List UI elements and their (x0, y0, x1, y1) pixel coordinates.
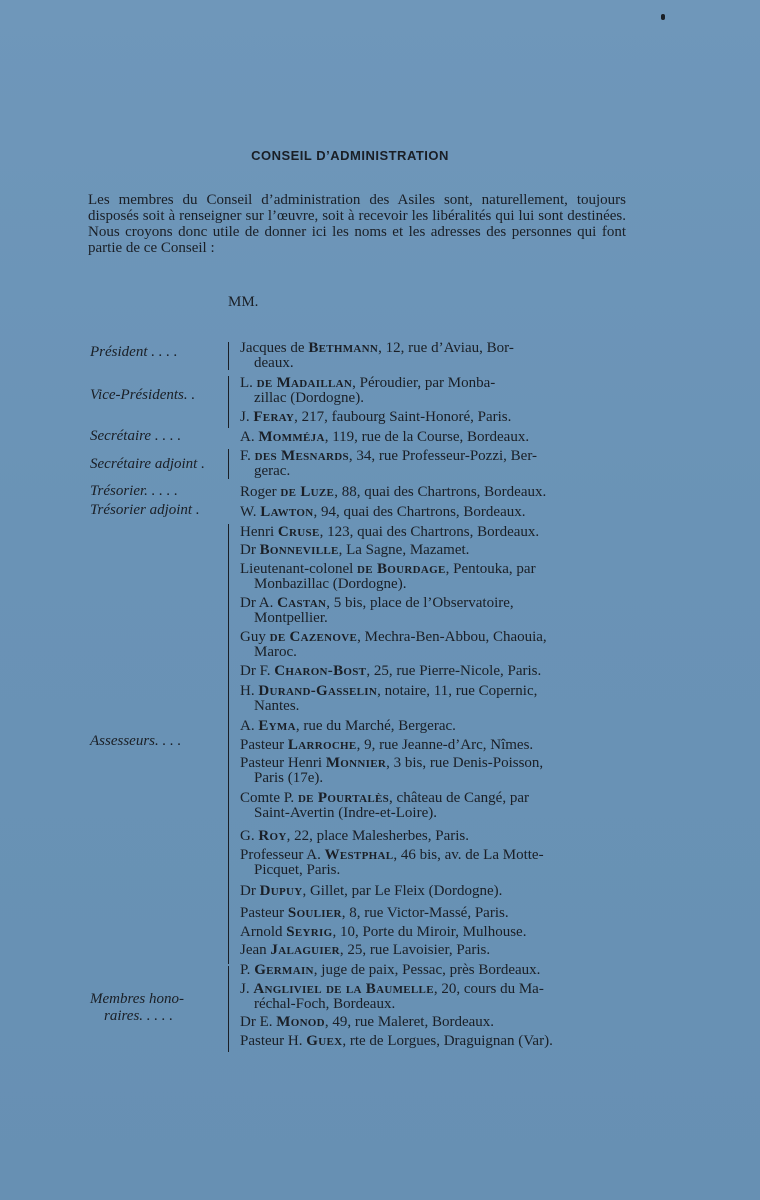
member-prefix: Jacques de (240, 340, 309, 356)
member-prefix: Dr (240, 542, 260, 558)
role-assesseurs: Assesseurs. . . . (90, 733, 182, 749)
member-prefix: G. (240, 828, 259, 844)
member-line (240, 924, 526, 940)
member-address-continued: zillac (Dordogne). (254, 390, 364, 406)
member-name: Durand-Gasselin (258, 683, 378, 699)
member-line (240, 883, 502, 899)
member-address-continued: Nantes. (254, 698, 300, 714)
member-line (240, 375, 495, 391)
brace-assesseurs (228, 524, 235, 964)
page-title: CONSEIL D’ADMINISTRATION (251, 148, 449, 163)
member-line (240, 524, 539, 540)
member-entry (240, 630, 547, 660)
member-name: de Bourdage (357, 561, 446, 577)
member-prefix: A. (240, 718, 259, 734)
member-prefix: Pasteur H. (240, 1033, 307, 1049)
member-entry (240, 756, 543, 786)
member-entry (240, 925, 526, 940)
member-address-continued: Paris (17e). (254, 770, 324, 786)
member-line (240, 504, 526, 520)
member-address-continued: Montpellier. (254, 610, 328, 626)
role-president: Président . . . . (90, 344, 178, 360)
member-prefix: Comte P. (240, 790, 298, 806)
role-secretaire-adjoint: Secrétaire adjoint . (90, 456, 205, 472)
member-name: Monod (276, 1014, 325, 1030)
member-address: , Pentouka, par (445, 561, 536, 577)
member-address-continued: Monbazillac (Dordogne). (254, 576, 407, 592)
member-entry (240, 376, 495, 406)
member-prefix: Pasteur (240, 905, 288, 921)
member-prefix: Dr F. (240, 663, 275, 679)
member-address: , 9, rue Jeanne-d’Arc, Nîmes. (356, 737, 534, 753)
member-entry (240, 719, 456, 734)
member-prefix: F. (240, 448, 255, 464)
member-entry (240, 884, 502, 899)
member-prefix: Dr E. (240, 1014, 277, 1030)
member-prefix: W. (240, 504, 261, 520)
member-address: , 3 bis, rue Denis-Poisson, (386, 755, 544, 771)
member-name: Westphal (324, 847, 394, 863)
member-name: de Madaillan (256, 375, 353, 391)
member-address: , 12, rue d’Aviau, Bor- (378, 340, 514, 356)
member-name: Momméja (258, 429, 325, 445)
member-address: , 123, quai des Chartrons, Bordeaux. (319, 524, 540, 540)
member-line (240, 718, 456, 734)
member-entry (240, 791, 529, 821)
member-entry (240, 505, 526, 520)
member-entry (240, 525, 539, 540)
member-line (240, 629, 547, 645)
member-prefix: Roger (240, 484, 281, 500)
member-prefix: L. (240, 375, 257, 391)
member-address: , 25, rue Lavoisier, Paris. (339, 942, 491, 958)
member-line (240, 790, 529, 806)
member-line (240, 828, 469, 844)
member-address-continued: gerac. (254, 463, 291, 479)
member-prefix: H. (240, 683, 259, 699)
member-address: , 119, rue de la Course, Bordeaux. (324, 429, 530, 445)
member-address: , 34, rue Professeur-Pozzi, Ber- (348, 448, 538, 464)
member-address: , Mechra-Ben-Abbou, Chaouia, (357, 629, 547, 645)
member-name: des Mesnards (254, 448, 349, 464)
member-name: Cruse (277, 524, 320, 540)
member-entry (240, 430, 529, 445)
member-entry (240, 1034, 553, 1049)
member-address-continued: Picquet, Paris. (254, 862, 341, 878)
member-entry (240, 449, 537, 479)
member-entry (240, 562, 536, 592)
member-line (240, 737, 533, 753)
member-prefix: Professeur A. (240, 847, 325, 863)
member-name: Guex (306, 1033, 343, 1049)
member-entry (240, 982, 544, 1012)
member-name: Roy (258, 828, 287, 844)
member-address: , Péroudier, par Monba- (352, 375, 496, 391)
member-prefix: Lieutenant-colonel (240, 561, 358, 577)
member-address: , Gillet, par Le Fleix (Dordogne). (302, 883, 503, 899)
member-entry (240, 906, 509, 921)
member-address: , 49, rue Maleret, Bordeaux. (324, 1014, 495, 1030)
member-name: de Cazenove (269, 629, 358, 645)
role-tresorier: Trésorier. . . . . (90, 483, 178, 499)
member-prefix: Henri (240, 524, 278, 540)
member-name: Dupuy (259, 883, 303, 899)
member-prefix: A. (240, 429, 259, 445)
member-line (240, 542, 469, 558)
member-line (240, 962, 540, 978)
role-membres-honoraires-line1: Membres hono- (90, 991, 185, 1007)
member-name: Eyma (258, 718, 296, 734)
member-line (240, 981, 544, 997)
member-entry (240, 943, 490, 958)
role-membres-honoraires-line2: raires. . . . . (104, 1008, 174, 1024)
member-entry (240, 485, 546, 500)
member-entry (240, 341, 514, 371)
member-prefix: Arnold (240, 924, 287, 940)
member-prefix: Pasteur Henri (240, 755, 326, 771)
member-address: , juge de paix, Pessac, près Bordeaux. (313, 962, 541, 978)
member-address: , La Sagne, Mazamet. (338, 542, 470, 558)
member-name: Castan (277, 595, 327, 611)
member-address: , 94, quai des Chartrons, Bordeaux. (313, 504, 526, 520)
member-name: Angliviel de la Baumelle (253, 981, 434, 997)
member-prefix: Jean (240, 942, 271, 958)
member-name: Bonneville (259, 542, 339, 558)
member-line (240, 429, 529, 445)
member-prefix: J. (240, 981, 254, 997)
member-line (240, 484, 546, 500)
member-line (240, 1014, 494, 1030)
member-entry (240, 1015, 494, 1030)
role-tresorier-adjoint: Trésorier adjoint . (90, 502, 200, 518)
member-line (240, 905, 509, 921)
brace-secretaire-adjoint (228, 449, 235, 479)
member-address: , 10, Porte du Miroir, Mulhouse. (332, 924, 527, 940)
member-line (240, 448, 537, 464)
member-entry (240, 543, 469, 558)
member-line (240, 340, 514, 356)
brace-membres-honoraires (228, 966, 235, 1052)
member-line (240, 1033, 553, 1049)
member-line (240, 663, 541, 679)
member-prefix: J. (240, 409, 254, 425)
member-entry (240, 963, 540, 978)
member-name: Larroche (287, 737, 357, 753)
member-name: Jalaguier (270, 942, 340, 958)
member-prefix: Pasteur (240, 737, 288, 753)
member-line (240, 755, 543, 771)
member-address-continued: deaux. (254, 355, 294, 371)
member-entry (240, 410, 511, 425)
brace-president (228, 342, 235, 370)
role-vice-presidents: Vice-Présidents. . (90, 387, 196, 403)
member-address: , 20, cours du Ma- (433, 981, 544, 997)
member-name: Germain (254, 962, 314, 978)
role-secretaire: Secrétaire . . . . (90, 428, 182, 444)
member-name: Seyrig (286, 924, 333, 940)
member-line (240, 409, 511, 425)
member-name: Bethmann (308, 340, 379, 356)
member-address: , 46 bis, av. de La Motte- (393, 847, 544, 863)
member-name: Monnier (325, 755, 387, 771)
member-prefix: Guy (240, 629, 270, 645)
member-name: Lawton (260, 504, 314, 520)
member-address-continued: Saint-Avertin (Indre-et-Loire). (254, 805, 437, 821)
member-entry (240, 829, 469, 844)
member-name: Feray (253, 409, 295, 425)
member-address: , 25, rue Pierre-Nicole, Paris. (366, 663, 542, 679)
member-name: Soulier (287, 905, 342, 921)
member-address: , 22, place Malesherbes, Paris. (286, 828, 470, 844)
member-line (240, 595, 514, 611)
member-address: , 8, rue Victor-Massé, Paris. (341, 905, 509, 921)
member-address: , rte de Lorgues, Draguignan (Var). (342, 1033, 553, 1049)
member-address: , 217, faubourg Saint-Honoré, Paris. (294, 409, 512, 425)
member-line (240, 847, 544, 863)
mm-heading: MM. (228, 294, 259, 310)
member-address: , rue du Marché, Bergerac. (295, 718, 456, 734)
member-address-continued: réchal-Foch, Bordeaux. (254, 996, 396, 1012)
member-address: , notaire, 11, rue Copernic, (377, 683, 538, 699)
member-line (240, 683, 537, 699)
brace-vice-presidents (228, 376, 235, 428)
member-entry (240, 738, 533, 753)
member-entry (240, 848, 544, 878)
member-name: de Luze (280, 484, 335, 500)
member-name: de Pourtalès (297, 790, 390, 806)
member-entry (240, 596, 514, 626)
member-entry (240, 684, 537, 714)
member-line (240, 942, 490, 958)
member-address: , château de Cangé, par (389, 790, 529, 806)
member-prefix: P. (240, 962, 255, 978)
member-prefix: Dr A. (240, 595, 278, 611)
member-entry (240, 664, 541, 679)
member-address: , 88, quai des Chartrons, Bordeaux. (334, 484, 547, 500)
member-line (240, 561, 536, 577)
member-address: , 5 bis, place de l’Observatoire, (326, 595, 514, 611)
member-prefix: Dr (240, 883, 260, 899)
member-name: Charon-Bost (274, 663, 367, 679)
member-address-continued: Maroc. (254, 644, 297, 660)
intro-paragraph: Les membres du Conseil d’administration des Asiles sont, naturellement, toujours disposés soit à renseigner sur l’œuvre, soit à recevoir les libéralités qui lui sont destinées. Nous croyons donc utile de donner ici les noms et les adresses des personnes qui font partie de ce Conseil : (88, 192, 626, 256)
